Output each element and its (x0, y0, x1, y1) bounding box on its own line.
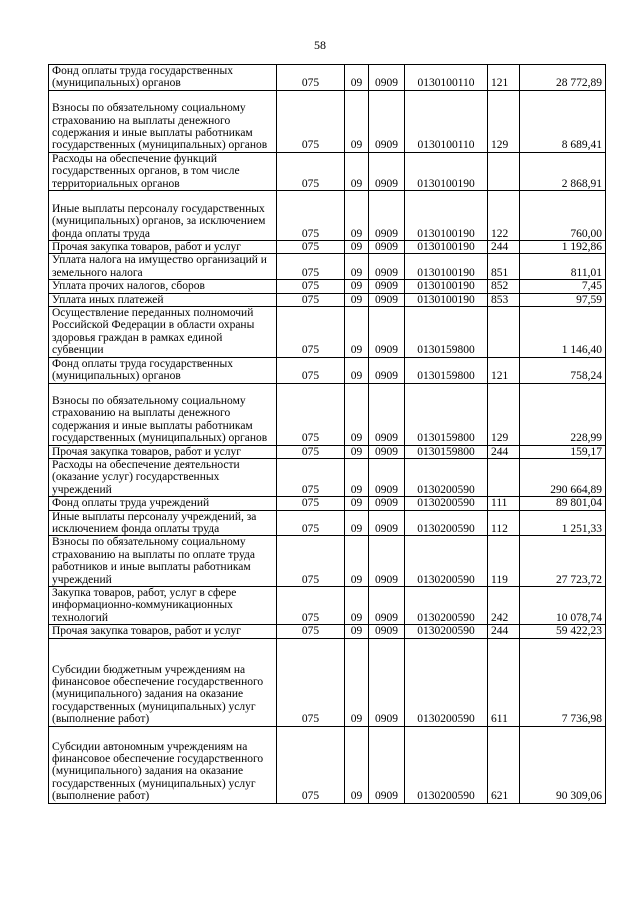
section-code-cell: 09 (345, 65, 369, 91)
table-row (49, 625, 606, 638)
section-code-cell: 09 (345, 241, 369, 254)
amount-cell: 27 723,72 (520, 536, 606, 587)
expense-name-cell: Осуществление переданных полномочий Российской Федерации в области охраны здоровья граждан в рамках единой субвенции (49, 307, 277, 358)
table-row (49, 90, 606, 152)
section-code-cell: 09 (345, 280, 369, 293)
table-row (49, 638, 606, 726)
target-article-cell: 0130200590 (405, 726, 488, 803)
amount-cell: 89 801,04 (520, 497, 606, 510)
expense-name-cell: Уплата прочих налогов, сборов (49, 280, 277, 293)
subsection-code-cell: 0909 (369, 497, 405, 510)
target-article-cell: 0130100190 (405, 280, 488, 293)
section-code-cell: 09 (345, 357, 369, 383)
admin-code-cell: 075 (277, 458, 345, 496)
table-row (49, 280, 606, 293)
expense-name-cell: Уплата налога на имущество организаций и земельного налога (49, 254, 277, 280)
target-article-cell: 0130100110 (405, 65, 488, 91)
admin-code-cell: 075 (277, 241, 345, 254)
subsection-code-cell: 0909 (369, 65, 405, 91)
admin-code-cell: 075 (277, 445, 345, 458)
subsection-code-cell: 0909 (369, 445, 405, 458)
target-article-cell: 0130200590 (405, 586, 488, 624)
subsection-code-cell: 0909 (369, 510, 405, 536)
subsection-code-cell: 0909 (369, 383, 405, 445)
target-article-cell: 0130200590 (405, 497, 488, 510)
admin-code-cell: 075 (277, 638, 345, 726)
amount-cell: 97,59 (520, 293, 606, 306)
section-code-cell: 09 (345, 293, 369, 306)
amount-cell: 28 772,89 (520, 65, 606, 91)
amount-cell: 758,24 (520, 357, 606, 383)
expense-type-cell (488, 307, 520, 358)
table-row (49, 241, 606, 254)
section-code-cell: 09 (345, 458, 369, 496)
admin-code-cell: 075 (277, 254, 345, 280)
expense-type-cell: 852 (488, 280, 520, 293)
admin-code-cell: 075 (277, 726, 345, 803)
admin-code-cell: 075 (277, 497, 345, 510)
expense-type-cell: 122 (488, 191, 520, 241)
section-code-cell: 09 (345, 586, 369, 624)
amount-cell: 811,01 (520, 254, 606, 280)
expense-type-cell: 853 (488, 293, 520, 306)
amount-cell: 59 422,23 (520, 625, 606, 638)
target-article-cell: 0130159800 (405, 445, 488, 458)
amount-cell: 760,00 (520, 191, 606, 241)
table-row (49, 293, 606, 306)
target-article-cell: 0130159800 (405, 307, 488, 358)
expense-name-cell: Взносы по обязательному социальному страхованию на выплаты по оплате труда работников и иные выплаты работникам учреждений (49, 536, 277, 587)
expense-name-cell: Взносы по обязательному социальному страхованию на выплаты денежного содержания и иные выплаты работникам государственных (муниципальных) органов (49, 383, 277, 445)
expense-name-cell: Расходы на обеспечение функций государственных органов, в том числе территориальных органов (49, 152, 277, 190)
section-code-cell: 09 (345, 497, 369, 510)
expense-type-cell: 621 (488, 726, 520, 803)
expense-name-cell: Субсидии автономным учреждениям на финансовое обеспечение государственного (муниципального) задания на оказание государственных (муниципальных) услуг (выполнение работ) (49, 726, 277, 803)
target-article-cell: 0130200590 (405, 458, 488, 496)
section-code-cell: 09 (345, 510, 369, 536)
expense-type-cell: 121 (488, 65, 520, 91)
admin-code-cell: 075 (277, 280, 345, 293)
table-row (49, 497, 606, 510)
target-article-cell: 0130100110 (405, 90, 488, 152)
subsection-code-cell: 0909 (369, 191, 405, 241)
subsection-code-cell: 0909 (369, 638, 405, 726)
amount-cell: 8 689,41 (520, 90, 606, 152)
table-row (49, 254, 606, 280)
expense-name-cell: Фонд оплаты труда государственных (муниципальных) органов (49, 65, 277, 91)
admin-code-cell: 075 (277, 65, 345, 91)
budget-table-body (49, 65, 606, 804)
subsection-code-cell: 0909 (369, 90, 405, 152)
subsection-code-cell: 0909 (369, 254, 405, 280)
section-code-cell: 09 (345, 307, 369, 358)
table-row (49, 65, 606, 91)
amount-cell: 1 192,86 (520, 241, 606, 254)
amount-cell: 10 078,74 (520, 586, 606, 624)
target-article-cell: 0130200590 (405, 510, 488, 536)
table-row (49, 152, 606, 190)
expense-type-cell: 111 (488, 497, 520, 510)
target-article-cell: 0130159800 (405, 357, 488, 383)
expense-name-cell: Иные выплаты персоналу государственных (муниципальных) органов, за исключением фонда оплаты труда (49, 191, 277, 241)
admin-code-cell: 075 (277, 586, 345, 624)
admin-code-cell: 075 (277, 191, 345, 241)
subsection-code-cell: 0909 (369, 280, 405, 293)
expense-type-cell: 611 (488, 638, 520, 726)
admin-code-cell: 075 (277, 152, 345, 190)
amount-cell: 90 309,06 (520, 726, 606, 803)
target-article-cell: 0130200590 (405, 536, 488, 587)
expense-name-cell: Уплата иных платежей (49, 293, 277, 306)
subsection-code-cell: 0909 (369, 458, 405, 496)
amount-cell: 290 664,89 (520, 458, 606, 496)
expense-name-cell: Взносы по обязательному социальному страхованию на выплаты денежного содержания и иные выплаты работникам государственных (муниципальных) органов (49, 90, 277, 152)
subsection-code-cell: 0909 (369, 152, 405, 190)
expense-type-cell: 121 (488, 357, 520, 383)
target-article-cell: 0130200590 (405, 625, 488, 638)
expense-name-cell: Закупка товаров, работ, услуг в сфере информационно-коммуникационных технологий (49, 586, 277, 624)
amount-cell: 7 736,98 (520, 638, 606, 726)
target-article-cell: 0130159800 (405, 383, 488, 445)
section-code-cell: 09 (345, 191, 369, 241)
expense-type-cell: 244 (488, 445, 520, 458)
table-row (49, 383, 606, 445)
admin-code-cell: 075 (277, 383, 345, 445)
table-row (49, 726, 606, 803)
target-article-cell: 0130100190 (405, 254, 488, 280)
expense-name-cell: Расходы на обеспечение деятельности (оказание услуг) государственных учреждений (49, 458, 277, 496)
subsection-code-cell: 0909 (369, 357, 405, 383)
admin-code-cell: 075 (277, 307, 345, 358)
amount-cell: 1 251,33 (520, 510, 606, 536)
amount-cell: 159,17 (520, 445, 606, 458)
table-row (49, 458, 606, 496)
table-row (49, 445, 606, 458)
expense-type-cell: 244 (488, 625, 520, 638)
subsection-code-cell: 0909 (369, 307, 405, 358)
table-row (49, 357, 606, 383)
expense-type-cell: 129 (488, 383, 520, 445)
expense-type-cell (488, 458, 520, 496)
expense-name-cell: Иные выплаты персоналу учреждений, за исключением фонда оплаты труда (49, 510, 277, 536)
amount-cell: 1 146,40 (520, 307, 606, 358)
admin-code-cell: 075 (277, 510, 345, 536)
expense-name-cell: Прочая закупка товаров, работ и услуг (49, 625, 277, 638)
target-article-cell: 0130100190 (405, 152, 488, 190)
table-row (49, 536, 606, 587)
expense-name-cell: Фонд оплаты труда государственных (муниципальных) органов (49, 357, 277, 383)
expense-type-cell: 112 (488, 510, 520, 536)
expense-type-cell: 129 (488, 90, 520, 152)
budget-table (48, 64, 606, 804)
section-code-cell: 09 (345, 90, 369, 152)
target-article-cell: 0130100190 (405, 241, 488, 254)
subsection-code-cell: 0909 (369, 293, 405, 306)
table-row (49, 307, 606, 358)
subsection-code-cell: 0909 (369, 586, 405, 624)
admin-code-cell: 075 (277, 536, 345, 587)
expense-type-cell: 244 (488, 241, 520, 254)
subsection-code-cell: 0909 (369, 726, 405, 803)
subsection-code-cell: 0909 (369, 625, 405, 638)
section-code-cell: 09 (345, 625, 369, 638)
expense-name-cell: Фонд оплаты труда учреждений (49, 497, 277, 510)
expense-type-cell (488, 152, 520, 190)
expense-type-cell: 119 (488, 536, 520, 587)
amount-cell: 7,45 (520, 280, 606, 293)
section-code-cell: 09 (345, 726, 369, 803)
target-article-cell: 0130200590 (405, 638, 488, 726)
target-article-cell: 0130100190 (405, 293, 488, 306)
table-row (49, 191, 606, 241)
expense-name-cell: Субсидии бюджетным учреждениям на финансовое обеспечение государственного (муниципального) задания на оказание государственных (муниципальных) услуг (выполнение работ) (49, 638, 277, 726)
subsection-code-cell: 0909 (369, 241, 405, 254)
section-code-cell: 09 (345, 445, 369, 458)
expense-name-cell: Прочая закупка товаров, работ и услуг (49, 241, 277, 254)
amount-cell: 228,99 (520, 383, 606, 445)
section-code-cell: 09 (345, 152, 369, 190)
amount-cell: 2 868,91 (520, 152, 606, 190)
expense-name-cell: Прочая закупка товаров, работ и услуг (49, 445, 277, 458)
page-number: 58 (314, 38, 326, 52)
admin-code-cell: 075 (277, 625, 345, 638)
admin-code-cell: 075 (277, 293, 345, 306)
expense-type-cell: 242 (488, 586, 520, 624)
section-code-cell: 09 (345, 536, 369, 587)
section-code-cell: 09 (345, 383, 369, 445)
target-article-cell: 0130100190 (405, 191, 488, 241)
section-code-cell: 09 (345, 638, 369, 726)
subsection-code-cell: 0909 (369, 536, 405, 587)
table-row (49, 510, 606, 536)
expense-type-cell: 851 (488, 254, 520, 280)
admin-code-cell: 075 (277, 90, 345, 152)
admin-code-cell: 075 (277, 357, 345, 383)
table-row (49, 586, 606, 624)
section-code-cell: 09 (345, 254, 369, 280)
